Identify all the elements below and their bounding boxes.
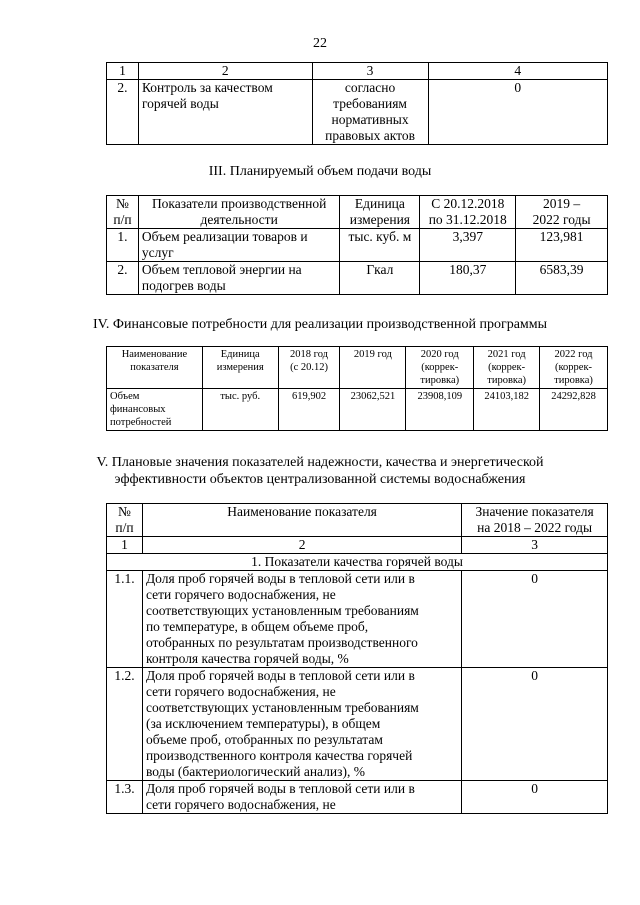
col-num-4: 4 [428,63,608,80]
text-line: Контроль за качеством [141,80,273,95]
text-line: контроля качества горячей воды, % [145,651,349,666]
col-num-3: 3 [462,537,608,554]
row-unit: тыс. руб. [202,389,278,431]
text-line: Доля проб горячей воды в тепловой сети или в [145,571,415,586]
row-value-2022: 24292,828 [540,389,608,431]
header-2021 [474,347,540,389]
section-4-heading: IV. Финансовые потребности для реализации производственной программы [92,317,548,332]
text-line: (коррек- [421,362,459,373]
header-name: Наименование показателя [142,504,461,537]
table-header-row [107,196,608,229]
text-line: сети горячего водоснабжения, не [145,587,336,602]
text-line: отобранных по результатам производственного [145,635,418,650]
text-line: 2019 – [543,196,581,211]
text-line: V. Плановые значения показателей надежности, качества и энергетической [96,455,544,470]
text-line: эффективности объектов централизованной системы водоснабжения [114,472,526,487]
text-line: 2022 год [554,349,593,360]
row-value-2018: 619,902 [278,389,340,431]
text-line: (за исключением температуры), в общем [145,716,381,731]
col-num-3: 3 [312,63,428,80]
text-line: воды (бактериологический анализ), % [145,764,365,779]
text-line: (с 20.12) [290,362,328,373]
col-num-2: 2 [142,537,461,554]
text-line: на 2018 – 2022 годы [477,520,593,535]
text-line: соответствующих установленным требованиям [145,603,419,618]
row-number: 1. [107,229,139,262]
text-line: 2020 год [420,349,459,360]
text-line: сети горячего водоснабжения, не [145,797,336,812]
text-line: тировка) [420,375,460,386]
text-line: Объем тепловой энергии на [141,262,302,277]
text-line: 2019 год [353,349,392,360]
row-name [138,80,312,145]
row-name [138,229,340,262]
row-number: 1.1. [107,571,143,668]
row-name [138,262,340,295]
text-line: потребностей [110,417,172,428]
header-num [107,504,143,537]
header-unit [340,196,420,229]
text-line: измерения [349,212,411,227]
table-header-row [107,347,608,389]
table-row [107,781,608,814]
text-line: Единица [354,196,405,211]
row-value-2019-2022: 123,981 [516,229,608,262]
text-line: 2018 год [290,349,329,360]
group-row [107,554,608,571]
table-row [107,262,608,295]
text-line: деятельности [200,212,278,227]
row-number: 1.2. [107,668,143,781]
header-period-2019-2022 [516,196,608,229]
text-line: (коррек- [488,362,526,373]
row-value: 0 [462,781,608,814]
row-value-2020: 23908,109 [406,389,474,431]
text-line: производственного контроля качества горячей [145,748,413,763]
text-line: по температуре, в общем объеме проб, [145,619,369,634]
text-line: тировка) [554,375,593,386]
row-number: 2. [107,262,139,295]
text-line: Объем [110,391,140,402]
header-2020 [406,347,474,389]
text-line: Наименование [121,349,188,360]
header-period-2018 [420,196,516,229]
row-value: 0 [428,80,608,145]
header-name [107,347,203,389]
row-name [142,781,461,814]
section-5-heading [0,454,640,488]
text-line: Доля проб горячей воды в тепловой сети или в [145,781,415,796]
text-line: п/п [115,520,134,535]
header-value [462,504,608,537]
quality-control-table [106,62,608,145]
text-line: Показатели производственной [151,196,327,211]
water-supply-volume-table [106,195,608,295]
text-line: № [116,196,129,211]
col-num-2: 2 [138,63,312,80]
header-2019 [340,347,406,389]
row-number: 1.3. [107,781,143,814]
text-line: соответствующих установленным требованиям [145,700,419,715]
row-name [107,389,203,431]
page-number: 22 [313,36,327,51]
header-num [107,196,139,229]
text-line: услуг [141,245,174,260]
text-line: финансовых [110,404,166,415]
table-row [107,229,608,262]
section-3-heading: III. Планируемый объем подачи воды [208,164,432,179]
header-indicator [138,196,340,229]
group-title: 1. Показатели качества горячей воды [107,554,608,571]
text-line: правовых актов [325,128,415,143]
header-unit [202,347,278,389]
text-line: 2021 год [487,349,526,360]
text-line: Доля проб горячей воды в тепловой сети или в [145,668,415,683]
text-line: измерения [216,362,264,373]
reliability-indicators-table [106,503,608,814]
table-header-row [107,63,608,80]
row-value-2019: 23062,521 [340,389,406,431]
row-value: 0 [462,668,608,781]
row-value-2019-2022: 6583,39 [516,262,608,295]
table-row [107,389,608,431]
text-line: Значение показателя [475,504,594,519]
text-line: объеме проб, отобранных по результатам [145,732,383,747]
text-line: нормативных [331,112,409,127]
text-line: по 31.12.2018 [428,212,507,227]
text-line: № [118,504,131,519]
table-row [107,571,608,668]
text-line: горячей воды [141,96,219,111]
row-name [142,668,461,781]
text-line: п/п [113,212,132,227]
text-line: показателя [130,362,179,373]
column-number-row [107,537,608,554]
row-value-2018: 3,397 [420,229,516,262]
row-unit: Гкал [340,262,420,295]
text-line: тировка) [487,375,526,386]
row-name [142,571,461,668]
header-2022 [540,347,608,389]
text-line: Единица [220,349,260,360]
header-2018 [278,347,340,389]
row-number: 2. [107,80,139,145]
row-value-2018: 180,37 [420,262,516,295]
col-num-1: 1 [107,63,139,80]
text-line: (коррек- [554,362,593,373]
text-line: подогрев воды [141,278,226,293]
col-num-1: 1 [107,537,143,554]
row-value-2021: 24103,182 [474,389,540,431]
text-line: сети горячего водоснабжения, не [145,684,336,699]
table-row [107,668,608,781]
text-line: требованиям [333,96,407,111]
text-line: согласно [344,80,396,95]
table-header-row [107,504,608,537]
table-row [107,80,608,145]
text-line: 2022 годы [532,212,591,227]
row-basis [312,80,428,145]
row-unit: тыс. куб. м [340,229,420,262]
text-line: С 20.12.2018 [431,196,505,211]
financial-needs-table [106,346,608,431]
row-value: 0 [462,571,608,668]
text-line: Объем реализации товаров и [141,229,308,244]
